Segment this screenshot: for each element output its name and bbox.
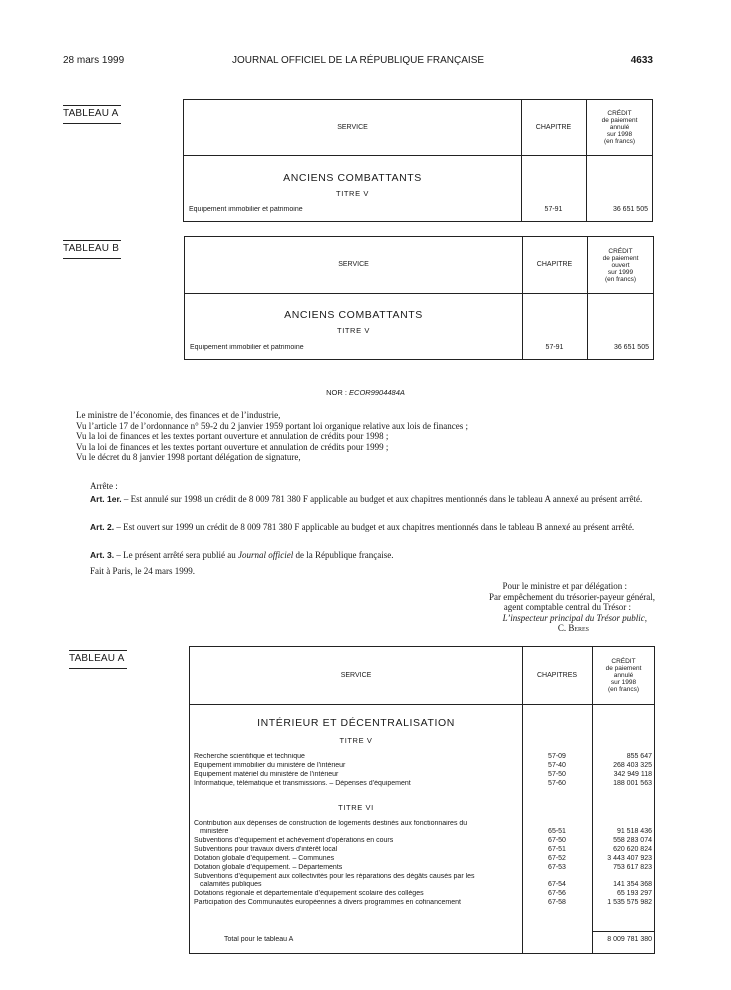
article-1: Art. 1er. – Est annulé sur 1998 un crédit de 8 009 781 380 F applicable au budget et aux chapitres mentionnés dans le tableau A annexé au présent arrêté. <box>90 494 643 504</box>
table-a2 <box>189 646 655 954</box>
preamble <box>76 410 656 463</box>
header-journal-title: JOURNAL OFFICIEL DE LA RÉPUBLIQUE FRANÇAISE <box>231 55 485 66</box>
table-a1-label: TABLEAU A <box>63 108 119 119</box>
row-montant: 342 949 118 <box>613 771 652 778</box>
article-3: Art. 3. – Le présent arrêté sera publié au Journal officiel de la République française. <box>90 550 394 560</box>
table-row: Equipement immobilier du ministère de l’intérieur <box>194 762 520 769</box>
fait-a-paris: Fait à Paris, le 24 mars 1999. <box>90 566 195 576</box>
row-montant: 620 620 824 <box>613 846 652 853</box>
table-a2-total-label: Total pour le tableau A <box>224 936 520 943</box>
row-montant: 91 518 436 <box>616 828 652 835</box>
table-row: Dotations régionale et départementale d’équipement scolaire des collèges <box>194 890 520 897</box>
table-b-label: TABLEAU B <box>63 243 119 254</box>
preamble-line: Vu la loi de finances et les textes portant ouverture et annulation de crédits pour 1998 ; <box>76 431 389 441</box>
table-b-row-montant: 36 651 505 <box>613 344 649 351</box>
table-a1 <box>183 99 653 222</box>
row-montant: 558 283 074 <box>613 837 652 844</box>
table-b-col-chapitre: CHAPITRE <box>536 261 573 269</box>
signature-block: Pour le ministre et par délégation : Par empêchement du trésorier-payeur général, agent comptable central du Trésor : L’inspecteur principal du Trésor public, C. Beres <box>355 581 655 634</box>
table-a2-col-credit: CRÉDIT de paiement annulé sur 1998 (en francs) <box>605 658 642 693</box>
row-montant: 855 647 <box>626 753 652 760</box>
table-a1-col-credit: CRÉDIT de paiement annulé sur 1998 (en francs) <box>601 110 638 145</box>
table-a2-titre-v: TITRE V <box>339 736 373 745</box>
row-chapitre: 67-50 <box>548 837 566 844</box>
article-2: Art. 2. – Est ouvert sur 1999 un crédit de 8 009 781 380 F applicable au budget et aux chapitres mentionnés dans le tableau B annexé au présent arrêté. <box>90 522 635 532</box>
header-date: 28 mars 1999 <box>63 55 125 66</box>
row-montant: 3 443 407 923 <box>607 855 652 862</box>
row-chapitre: 67-53 <box>548 864 566 871</box>
table-row: Dotation globale d’équipement. – Communes <box>194 855 520 862</box>
row-montant: 188 001 563 <box>613 780 652 787</box>
table-a2-label: TABLEAU A <box>69 653 125 664</box>
row-chapitre: 57-60 <box>548 780 566 787</box>
row-montant: 1 535 575 982 <box>607 899 652 906</box>
page-header <box>63 55 653 69</box>
preamble-line: Vu la loi de finances et les textes portant ouverture et annulation de crédits pour 1999 ; <box>76 441 389 452</box>
arrete-heading: Arrête : <box>90 481 118 491</box>
table-a2-total: 8 009 781 380 <box>607 936 652 943</box>
row-montant: 268 403 325 <box>613 762 652 769</box>
table-b-col-credit: CRÉDIT de paiement ouvert sur 1999 (en francs) <box>602 247 639 283</box>
table-row: Contribution aux dépenses de construction de logements destinés aux fonctionnaires du <box>194 820 468 827</box>
table-row-continued: calamités publiques <box>200 881 520 888</box>
table-row: Equipement immobilier et patrimoine <box>190 344 519 351</box>
table-row: Recherche scientifique et technique <box>194 753 520 760</box>
row-chapitre: 57-50 <box>548 771 566 778</box>
row-chapitre: 67-56 <box>548 890 566 897</box>
row-chapitre: 57-09 <box>548 753 566 760</box>
preamble-line: Vu le décret du 8 janvier 1998 portant délégation de signature, <box>76 452 301 462</box>
row-chapitre: 67-51 <box>548 846 566 853</box>
table-row: Equipement immobilier et patrimoine <box>189 206 518 213</box>
header-page-number: 4633 <box>630 55 653 66</box>
table-a1-col-service: SERVICE <box>337 123 368 131</box>
table-a1-titre: TITRE V <box>336 189 369 198</box>
table-a1-row-montant: 36 651 505 <box>612 206 648 213</box>
table-row: Participation des Communautés européennes à divers programmes en cofinancement <box>194 899 520 906</box>
row-montant: 65 193 297 <box>616 890 652 897</box>
table-a1-section-title: ANCIENS COMBATTANTS <box>283 172 422 184</box>
table-row: Subventions d’équipement et achèvement d’opérations en cours <box>194 837 520 844</box>
table-b-titre: TITRE V <box>337 326 370 335</box>
row-montant: 141 354 368 <box>613 881 652 888</box>
row-chapitre: 65-51 <box>548 828 566 835</box>
nor-reference: NOR : ECOR9904484A <box>326 388 405 397</box>
row-chapitre: 57-40 <box>548 762 566 769</box>
preamble-line: Vu l’article 17 de l’ordonnance n° 59-2 du 2 janvier 1959 portant loi organique relative aux lois de finances ; <box>76 420 469 431</box>
row-montant: 753 617 823 <box>613 864 652 871</box>
table-b <box>184 236 654 360</box>
table-b-section-title: ANCIENS COMBATTANTS <box>284 309 423 321</box>
table-a2-section-title: INTÉRIEUR ET DÉCENTRALISATION <box>257 717 455 729</box>
row-chapitre: 67-54 <box>548 881 566 888</box>
table-a2-titre-vi: TITRE VI <box>338 803 374 812</box>
table-a1-col-chapitre: CHAPITRE <box>535 123 572 131</box>
signatory-name: C. Beres <box>557 623 589 633</box>
table-row: Subventions pour travaux divers d’intérêt local <box>194 846 520 853</box>
preamble-line: Le ministre de l’économie, des finances et de l’industrie, <box>76 410 281 420</box>
table-b-row-chapitre: 57-91 <box>545 344 564 351</box>
table-row: Subventions d’équipement aux collectivités pour les réparations des dégâts causés par les <box>194 873 475 880</box>
row-chapitre: 67-52 <box>548 855 566 862</box>
table-a2-col-service: SERVICE <box>340 671 372 679</box>
row-chapitre: 67-58 <box>548 899 566 906</box>
table-b-col-service: SERVICE <box>338 261 369 269</box>
table-row: Informatique, télématique et transmissions. – Dépenses d’équipement <box>194 780 520 787</box>
table-row: Dotation globale d’équipement. – Départements <box>194 864 520 871</box>
table-row-continued: ministère <box>200 828 520 835</box>
table-a2-col-chapitres: CHAPITRES <box>536 671 578 679</box>
table-a1-row-chapitre: 57-91 <box>544 206 563 213</box>
table-row: Equipement matériel du ministère de l’intérieur <box>194 771 520 778</box>
